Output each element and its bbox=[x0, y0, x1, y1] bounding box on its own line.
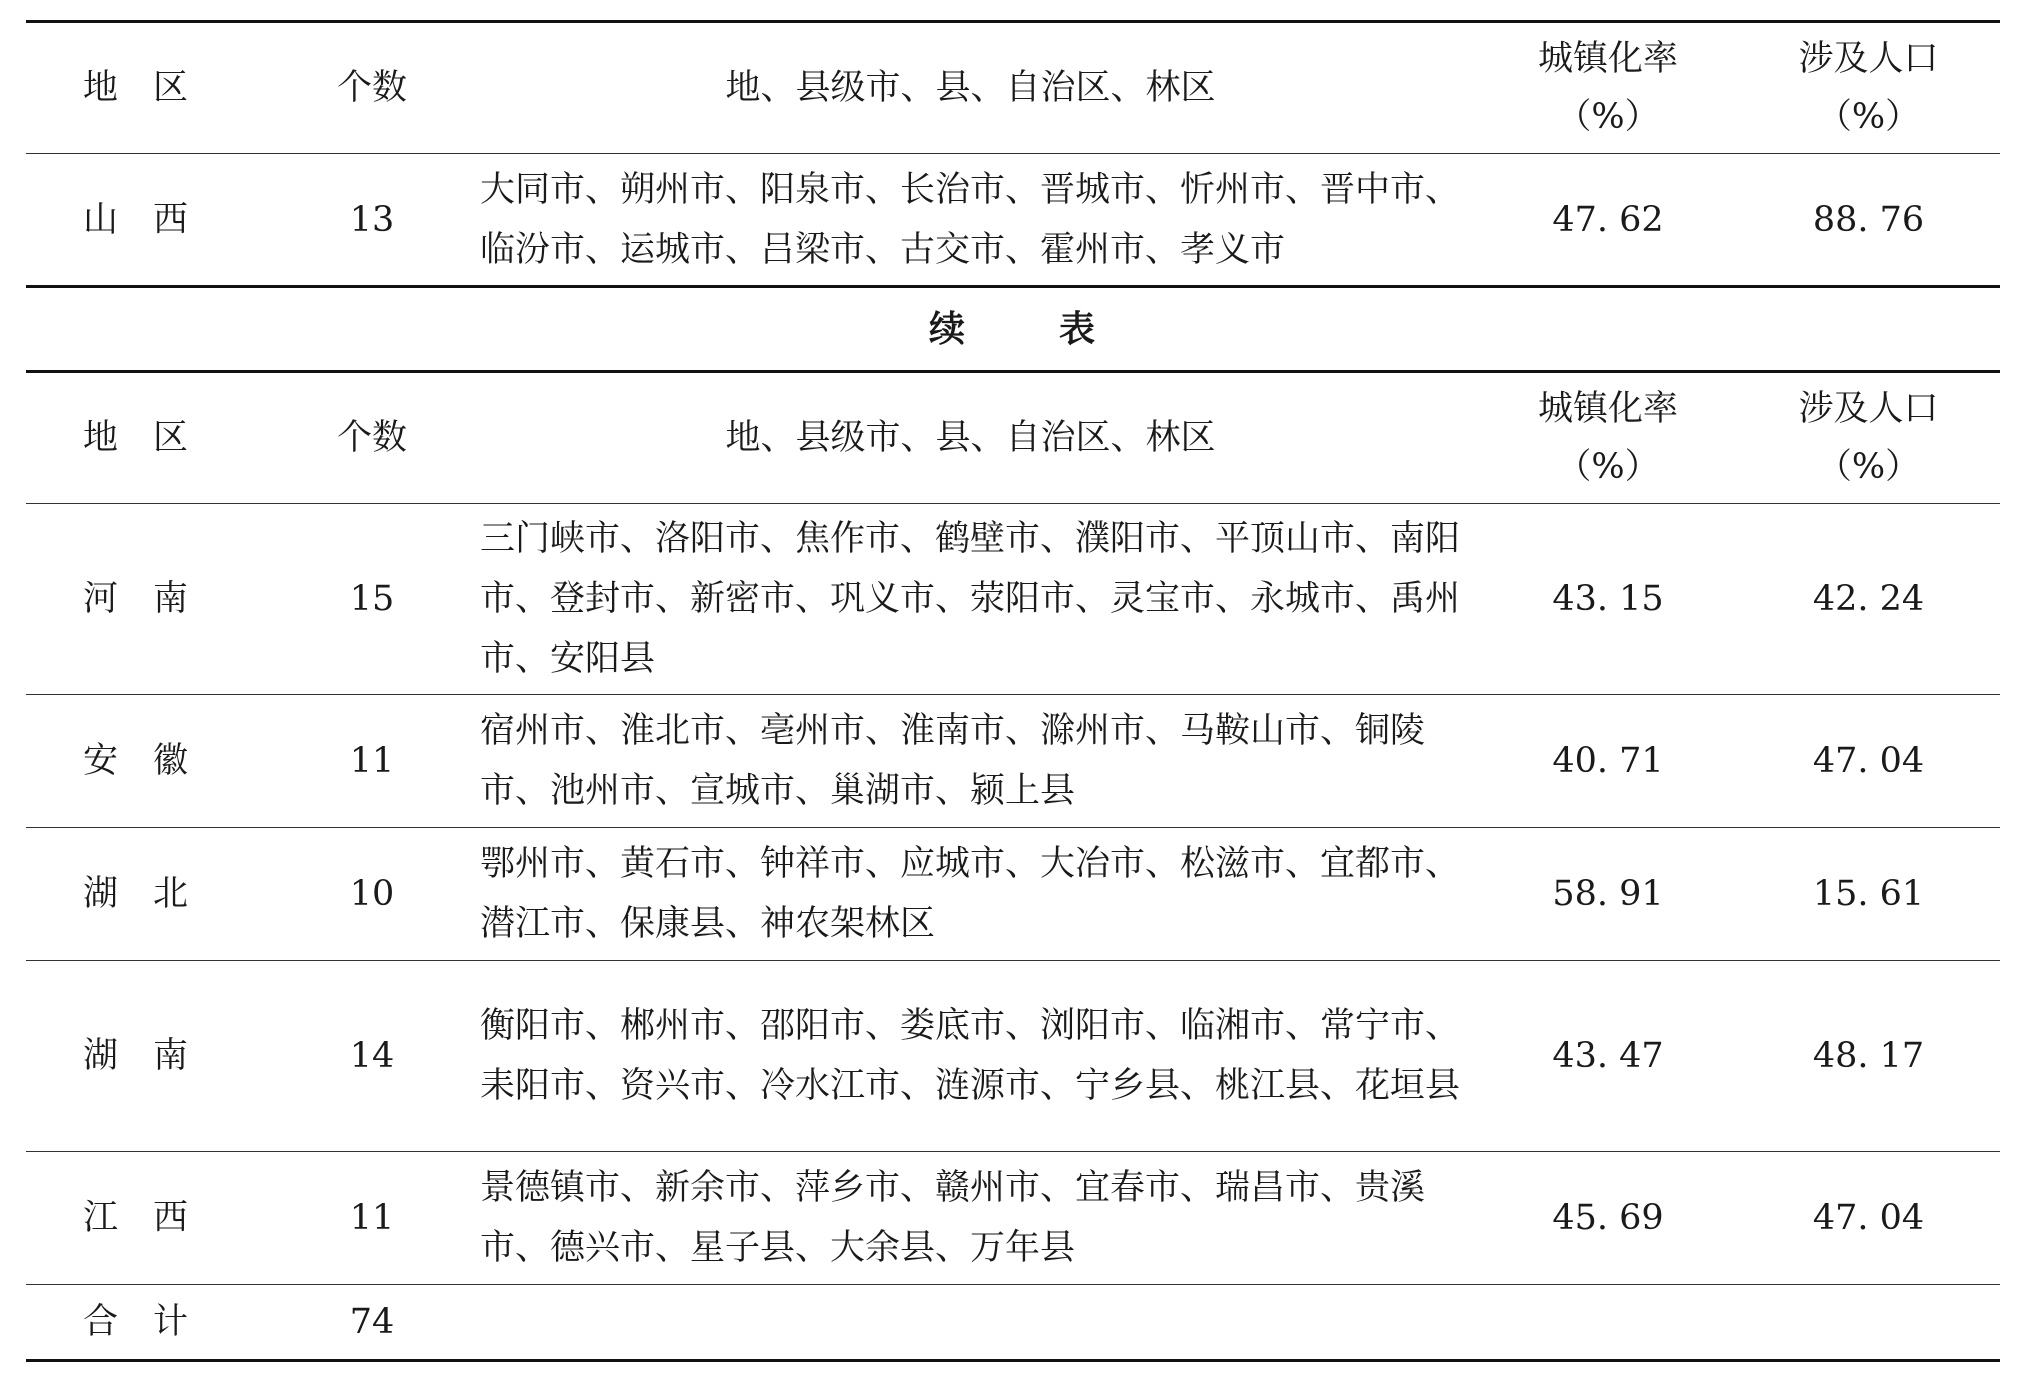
table-row bbox=[26, 154, 2000, 287]
urbanization-cell: 58. 91 bbox=[1479, 828, 1737, 961]
table-row bbox=[26, 828, 2000, 961]
table-row bbox=[26, 961, 2000, 1152]
population-cell: 47. 04 bbox=[1737, 1152, 2000, 1285]
places-cell: 宿州市、淮北市、亳州市、淮南市、滁州市、马鞍山市、铜陵市、池州市、宣城市、巢湖市、颍上县 bbox=[462, 695, 1479, 828]
header-region: 地 区 bbox=[26, 372, 282, 504]
table-part-2 bbox=[26, 370, 2000, 1362]
empty-cell bbox=[1737, 1285, 2000, 1361]
places-cell: 鄂州市、黄石市、钟祥市、应城市、大冶市、松滋市、宜都市、潜江市、保康县、神农架林区 bbox=[462, 828, 1479, 961]
population-cell: 47. 04 bbox=[1737, 695, 2000, 828]
places-cell: 景德镇市、新余市、萍乡市、赣州市、宜春市、瑞昌市、贵溪市、德兴市、星子县、大余县、万年县 bbox=[462, 1152, 1479, 1285]
table-header-row bbox=[26, 372, 2000, 504]
empty-cell bbox=[1479, 1285, 1737, 1361]
header-population: 涉及人口 （%） bbox=[1737, 22, 2000, 154]
region-cell: 湖 北 bbox=[26, 828, 282, 961]
region-cell: 河 南 bbox=[26, 504, 282, 695]
header-urbanization: 城镇化率 （%） bbox=[1479, 22, 1737, 154]
document bbox=[26, 20, 2000, 1362]
urbanization-cell: 45. 69 bbox=[1479, 1152, 1737, 1285]
header-population: 涉及人口 （%） bbox=[1737, 372, 2000, 504]
header-region: 地 区 bbox=[26, 22, 282, 154]
count-cell: 13 bbox=[282, 154, 462, 287]
places-cell: 衡阳市、郴州市、邵阳市、娄底市、浏阳市、临湘市、常宁市、耒阳市、资兴市、冷水江市、涟源市、宁乡县、桃江县、花垣县 bbox=[462, 961, 1479, 1152]
continued-table-caption: 续 表 bbox=[928, 308, 1098, 350]
population-cell: 15. 61 bbox=[1737, 828, 2000, 961]
table-row bbox=[26, 1152, 2000, 1285]
count-cell: 14 bbox=[282, 961, 462, 1152]
population-cell: 42. 24 bbox=[1737, 504, 2000, 695]
count-cell: 11 bbox=[282, 1152, 462, 1285]
table-row bbox=[26, 695, 2000, 828]
region-cell: 江 西 bbox=[26, 1152, 282, 1285]
urbanization-cell: 47. 62 bbox=[1479, 154, 1737, 287]
places-cell: 三门峡市、洛阳市、焦作市、鹤壁市、濮阳市、平顶山市、南阳市、登封市、新密市、巩义市、荥阳市、灵宝市、永城市、禹州市、安阳县 bbox=[462, 504, 1479, 695]
region-cell: 湖 南 bbox=[26, 961, 282, 1152]
count-cell: 11 bbox=[282, 695, 462, 828]
header-places: 地、县级市、县、自治区、林区 bbox=[462, 372, 1479, 504]
table-part-1 bbox=[26, 20, 2000, 288]
urbanization-cell: 43. 15 bbox=[1479, 504, 1737, 695]
total-count: 74 bbox=[282, 1285, 462, 1361]
region-cell: 安 徽 bbox=[26, 695, 282, 828]
total-row bbox=[26, 1285, 2000, 1361]
count-cell: 10 bbox=[282, 828, 462, 961]
count-cell: 15 bbox=[282, 504, 462, 695]
total-label: 合 计 bbox=[26, 1285, 282, 1361]
header-places: 地、县级市、县、自治区、林区 bbox=[462, 22, 1479, 154]
table-header-row bbox=[26, 22, 2000, 154]
places-cell: 大同市、朔州市、阳泉市、长治市、晋城市、忻州市、晋中市、临汾市、运城市、吕梁市、古交市、霍州市、孝义市 bbox=[462, 154, 1479, 287]
population-cell: 88. 76 bbox=[1737, 154, 2000, 287]
region-cell: 山 西 bbox=[26, 154, 282, 287]
urbanization-cell: 43. 47 bbox=[1479, 961, 1737, 1152]
urbanization-cell: 40. 71 bbox=[1479, 695, 1737, 828]
population-cell: 48. 17 bbox=[1737, 961, 2000, 1152]
header-count: 个数 bbox=[282, 372, 462, 504]
header-count: 个数 bbox=[282, 22, 462, 154]
empty-cell bbox=[462, 1285, 1479, 1361]
table-row bbox=[26, 504, 2000, 695]
header-urbanization: 城镇化率 （%） bbox=[1479, 372, 1737, 504]
